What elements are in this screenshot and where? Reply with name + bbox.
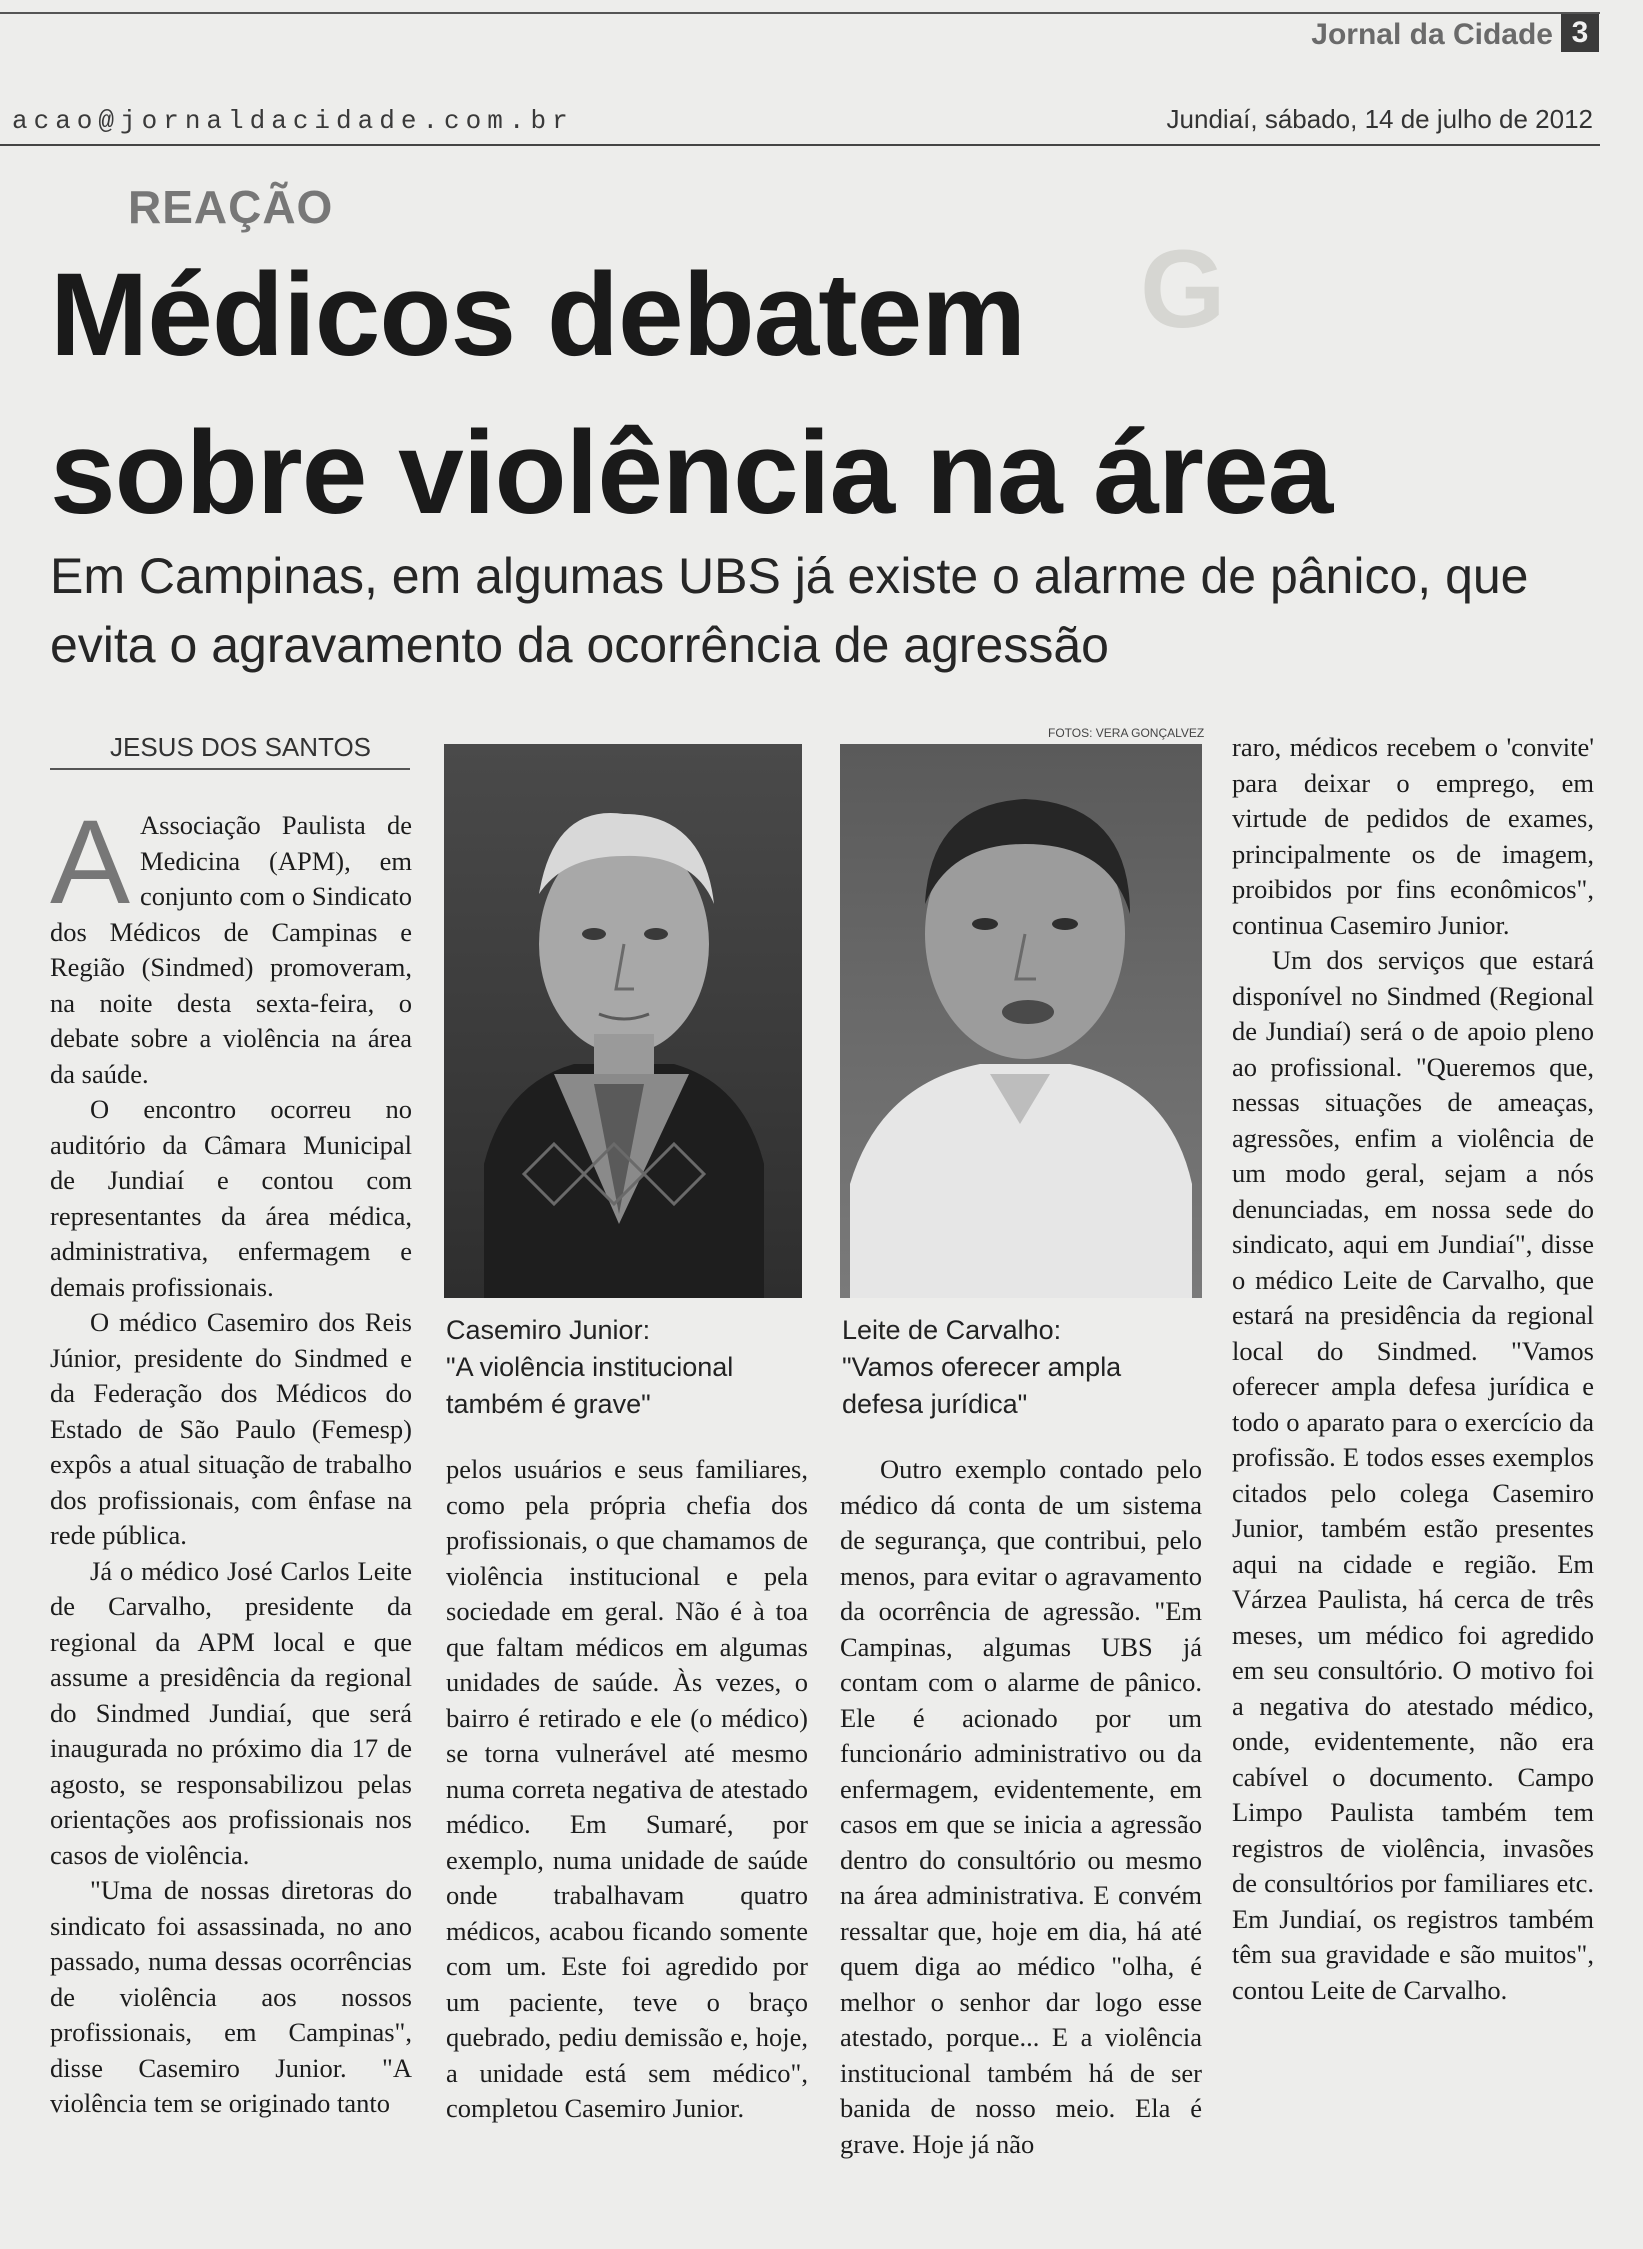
- paragraph: Outro exemplo contado pelo médico dá conta de um sistema de segurança, que contribui, pelo menos, para evitar o agravamento da ocorrência de agressão. "Em Campinas, algumas UBS já contam com o alarme de pânico. Ele é acionado por um funcionário administrativo ou da enfermagem, evidentemente, em casos em que se inicia a agressão dentro do consultório ou mesmo na área administrativa. E convém ressaltar que, hoje em dia, há até quem diga ao médico "olha, é melhor o senhor dar logo esse atestado, porque... E a violência institucional também há de ser banida de nosso meio. Ela é grave. Hoje já não: [840, 1454, 1202, 2159]
- article-column-3: [840, 1452, 1202, 2162]
- masthead-title: Jornal da Cidade: [1311, 18, 1553, 51]
- paragraph: O encontro ocorreu no auditório da Câmara Municipal de Jundiaí e contou com representantes da área médica, administrativa, enfermagem e demais profissionais.: [50, 1094, 412, 1302]
- photo-credit: FOTOS: VERA GONÇALVEZ: [1048, 726, 1205, 740]
- page-number-badge: 3: [1561, 14, 1599, 52]
- photo-casemiro-junior: [444, 744, 802, 1298]
- dateline: Jundiaí, sábado, 14 de julho de 2012: [1166, 104, 1593, 134]
- caption-quote: "A violência institucional também é grave": [446, 1352, 734, 1419]
- deck-subtitle: Em Campinas, em algumas UBS já existe o alarme de pânico, que evita o agravamento da ocorrência de agressão: [50, 548, 1529, 673]
- byline: JESUS DOS SANTOS: [110, 732, 372, 762]
- paragraph: "Uma de nossas diretoras do sindicato foi assassinada, no ano passado, numa dessas ocorrências de violência aos nossos profissionais, em Campinas", disse Casemiro Junior. "A violência tem se originado tanto: [50, 1875, 412, 2118]
- photo-leite-de-carvalho: [840, 744, 1202, 1298]
- article-column-2: [446, 1452, 808, 2127]
- article-column-4: [1232, 730, 1594, 2008]
- drop-cap: A: [50, 795, 131, 929]
- paragraph: O médico Casemiro dos Reis Júnior, presidente do Sindmed e da Federação dos Médicos do Estado de São Paulo (Femesp) expôs a atual situação de trabalho dos profissionais, com ênfase na rede pública.: [50, 1307, 412, 1550]
- paragraph: A Associação Paulista de Medicina (APM), em conjunto com o Sindicato dos Médicos de Campinas e Região (Sindmed) promoveram, na noite desta sexta-feira, o debate sobre a violência na área da saúde.: [50, 795, 412, 1089]
- headline-line-1: Médicos debatem: [50, 249, 1026, 381]
- caption-name: Leite de Carvalho:: [842, 1315, 1062, 1345]
- portrait-illustration: [840, 744, 1202, 1298]
- paragraph: pelos usuários e seus familiares, como pela própria chefia dos profissionais, o que chamamos de violência institucional e pela sociedade em geral. Não é à toa que faltam médicos em algumas unidades de saúde. Às vezes, o bairro é retirado e ele (o médico) se torna vulnerável até mesmo numa correta negativa de atestado médico. Em Sumaré, por exemplo, numa unidade de saúde onde trabalhavam quatro médicos, acabou ficando somente com um. Este foi agredido por um paciente, teve o braço quebrado, pediu demissão e, hoje, a unidade está sem médico", completou Casemiro Junior.: [446, 1454, 808, 2123]
- headline: [50, 236, 1610, 552]
- section-kicker: REAÇÃO: [128, 181, 334, 233]
- paragraph: raro, médicos recebem o 'convite' para deixar o emprego, em virtude de pedidos de exames, principalmente os de imagem, proibidos por fins econômicos", continua Casemiro Junior.: [1232, 732, 1594, 940]
- headline-line-2: sobre violência na área: [50, 407, 1333, 539]
- photo-caption-1: [446, 1312, 808, 1423]
- article-column-1: [50, 795, 412, 2122]
- header-rule: [0, 144, 1600, 146]
- portrait-illustration: [444, 744, 802, 1298]
- contact-email: acao@jornaldacidade.com.br: [12, 106, 574, 136]
- paragraph: Já o médico José Carlos Leite de Carvalho, presidente da regional da APM local e que assume a presidência da regional do Sindmed Jundiaí, que será inaugurada no próximo dia 17 de agosto, se responsabilizou pelas orientações aos profissionais nos casos de violência.: [50, 1555, 412, 1870]
- paragraph: Um dos serviços que estará disponível no Sindmed (Regional de Jundiaí) será o de apoio pleno ao profissional. "Queremos que, nessas situações de ameaças, agressões, enfim a violência de um modo geral, sejam a nós denunciadas, em nossa sede do sindicato, aqui em Jundiaí", disse o médico Leite de Carvalho, que estará na presidência da regional local do Sindmed. "Vamos oferecer ampla defesa jurídica e todo o aparato para o exercício da profissão. E todos esses exemplos citados pelo colega Casemiro Junior, também estão presentes aqui na cidade e região. Em Várzea Paulista, há cerca de três meses, um médico foi agredido em seu consultório. O motivo foi a negativa do atestado médico, onde, evidentemente, não era cabível o documento. Campo Limpo Paulista também tem registros de violência, invasões de consultórios por familiares etc. Em Jundiaí, os registros também têm sua gravidade e são muitos", contou Leite de Carvalho.: [1232, 945, 1594, 2005]
- photo-caption-2: [842, 1312, 1204, 1423]
- byline-rule: [50, 768, 410, 770]
- caption-quote: "Vamos oferecer ampla defesa jurídica": [842, 1352, 1122, 1419]
- top-rule: [0, 12, 1600, 14]
- caption-name: Casemiro Junior:: [446, 1315, 651, 1345]
- bleed-through-text: G: [1140, 228, 1226, 351]
